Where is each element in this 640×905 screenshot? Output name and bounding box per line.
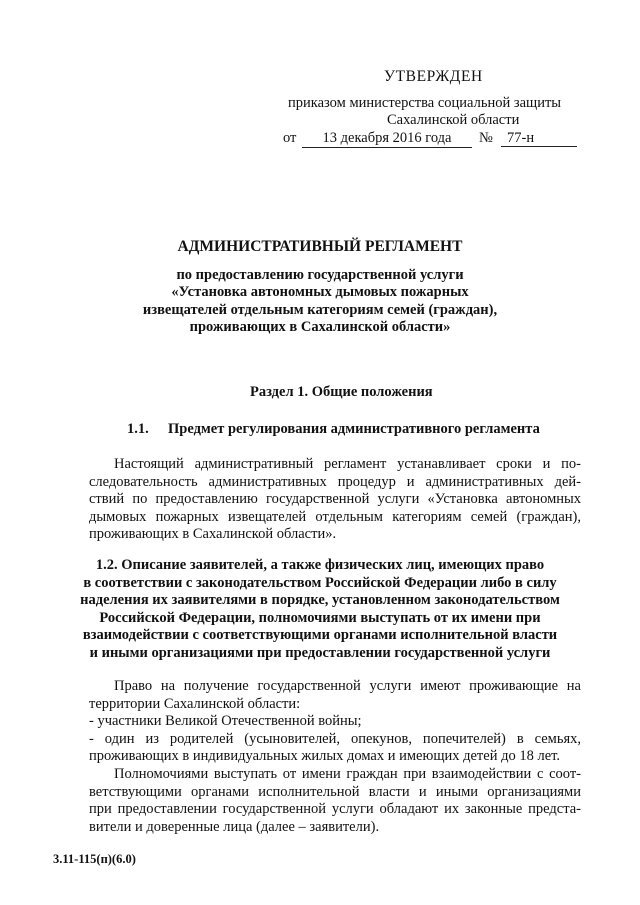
order-number: 77-н [501,130,577,147]
approved-stamp-title: УТВЕРЖДЕН [384,68,483,85]
title-line-1: по предоставлению государственной услуги [176,267,464,283]
list-item: - участники Великой Отечественной войны; [89,713,362,730]
order-line-1: приказом министерства социальной защиты [288,95,562,111]
paragraph-line: при предоставлении государственной услуги обладают их законные предста- [89,801,581,818]
document-title: АДМИНИСТРАТИВНЫЙ РЕГЛАМЕНТ [177,238,463,255]
subsection-number: 1.1. [127,421,149,437]
paragraph-line: ветствующими органами исполнительной власти и иными организациями [89,783,581,800]
from-label: от [283,130,297,146]
paragraph-line: территории Сахалинской области: [89,695,301,712]
number-sign: № [479,130,493,146]
paragraph-line: дымовых пожарных извещателей отдельным категориям семей (граждан), [89,508,581,525]
paragraph-line: проживающих в индивидуальных жилых домах и имеющих детей до 18 лет. [89,748,561,765]
title-line-2: «Установка автономных дымовых пожарных [171,284,469,300]
heading-line: и иными организациями при предоставлении государственной услуги [89,644,551,661]
paragraph-line: Настоящий административный регламент устанавливает сроки и по- [114,456,581,472]
paragraph-1 [89,456,581,544]
paragraph-line: вители и доверенные лица (далее – заявители). [89,818,380,835]
paragraph-line: следовательность административных процедур и административных дей- [89,473,581,490]
paragraph-line: проживающих в Сахалинской области». [89,526,337,543]
heading-line: наделения их заявителями в порядке, установленном законодательством [80,592,560,609]
order-date: 13 декабря 2016 года [302,130,472,148]
list-item: - один из родителей (усыновителей, опекунов, попечителей) в семьях, [89,730,581,747]
paragraph-line: Полномочиями выступать от имени граждан при взаимодействии с соот- [114,765,581,782]
paragraph-line: ствий по предоставлению государственной услуги «Установка автономных [89,491,581,508]
heading-line: в соответствии с законодательством Российской Федерации либо в силу [83,574,557,591]
document-code: 3.11-115(п)(6.0) [53,852,136,866]
heading-line: Российской Федерации, полномочиями выступать от их имени при [99,609,541,626]
title-line-4: проживающих в Сахалинской области» [189,319,451,335]
title-line-3: извещателей отдельным категориям семей (граждан), [142,302,498,318]
subsection-1-2-heading [0,557,640,663]
subsection-title: Предмет регулирования административного регламента [168,421,540,437]
paragraph-line: Право на получение государственной услуги имеют проживающие на [114,678,581,694]
section-heading: Раздел 1. Общие положения [250,384,433,400]
heading-line: 1.2. Описание заявителей, а также физических лиц, имеющих право [95,557,545,573]
order-line-2: Сахалинской области [387,112,520,128]
heading-line: взаимодействии с соответствующими органами исполнительной власти [82,627,558,644]
paragraph-2 [89,678,581,836]
